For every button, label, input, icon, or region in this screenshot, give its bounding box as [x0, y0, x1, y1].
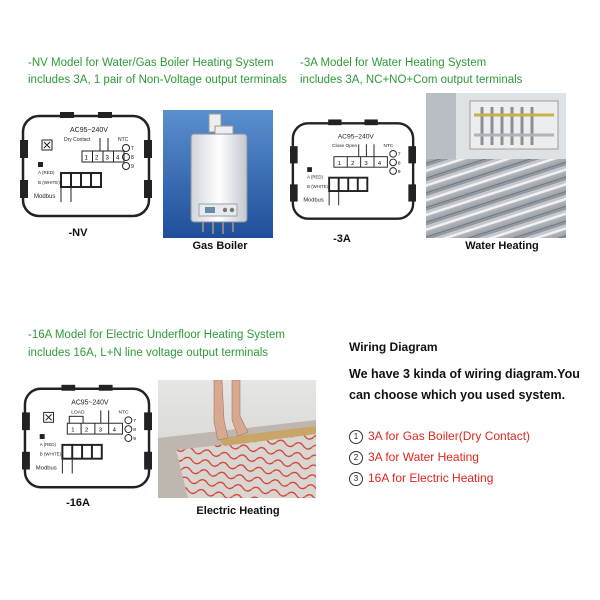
a3-b-label: B (WHITE) — [307, 184, 328, 190]
electric-heating-caption: Electric Heating — [196, 505, 280, 517]
nv-modbus-label: Modbus — [34, 194, 56, 200]
svg-text:2: 2 — [85, 427, 89, 434]
svg-text:1: 1 — [337, 160, 341, 167]
a3-ac-label: AC95~240V — [337, 133, 374, 141]
gas-boiler-caption: Gas Boiler — [192, 240, 248, 252]
svg-text:9: 9 — [131, 164, 134, 170]
a16-a-label: A (RED) — [39, 441, 56, 447]
nv-sub-label: Dry Contact — [64, 137, 91, 143]
nv-a-label: A (RED) — [38, 170, 55, 175]
svg-text:7: 7 — [133, 419, 137, 425]
nv-heading-line2: includes 3A, 1 pair of Non-Voltage output terminals — [28, 74, 287, 86]
svg-text:1: 1 — [84, 155, 88, 162]
svg-text:3: 3 — [98, 427, 103, 434]
a3-heading-line1: -3A Model for Water Heating System — [300, 57, 487, 69]
svg-text:2: 2 — [95, 155, 99, 162]
a16-model-label: -16A — [66, 497, 90, 509]
wiring-title: Wiring Diagram — [349, 340, 438, 354]
a16-sub-label: LOAD — [71, 410, 85, 416]
svg-text:4: 4 — [377, 160, 382, 167]
nv-top-terminals — [82, 151, 124, 162]
option-text-3: 16A for Electric Heating — [368, 471, 494, 485]
svg-text:8: 8 — [131, 155, 134, 161]
a3-model-label: -3A — [333, 233, 351, 245]
a16-ac-label: AC95~240V — [71, 399, 109, 407]
svg-text:8: 8 — [133, 428, 137, 434]
nv-ac-label: AC95~240V — [70, 127, 108, 134]
wiring-text-line1: We have 3 kinda of wiring diagram.You — [349, 367, 580, 381]
svg-text:7: 7 — [397, 152, 401, 158]
a16-heading-line1: -16A Model for Electric Underfloor Heating System — [28, 329, 285, 341]
a3-bottom-terminals — [328, 177, 368, 192]
wiring-option-1 — [349, 429, 530, 444]
a3-sub-label: Close Open — [332, 144, 358, 150]
option-number-2: 2 — [349, 451, 363, 465]
a16-b-label: B (WHITE) — [39, 451, 62, 457]
svg-text:4: 4 — [112, 427, 116, 434]
nv-b-label: B (WHITE) — [38, 180, 60, 185]
water-heating-caption: Water Heating — [465, 240, 539, 252]
a3-wiring-diagram — [290, 115, 416, 227]
a3-ntc-label: NTC — [383, 144, 394, 150]
a16-top-terminals — [67, 423, 122, 434]
nv-wiring-diagram — [20, 110, 152, 222]
svg-text:3: 3 — [364, 160, 368, 167]
svg-text:3: 3 — [105, 155, 109, 162]
gas-boiler-photo — [163, 110, 273, 238]
a3-modbus-label: Modbus — [303, 197, 324, 204]
a16-wiring-diagram — [22, 382, 152, 494]
a3-heading-line2: includes 3A, NC+NO+Com output terminals — [300, 74, 523, 86]
a3-a-label: A (RED) — [307, 174, 323, 180]
nv-heading-line1: -NV Model for Water/Gas Boiler Heating System — [28, 57, 274, 69]
nv-bottom-terminals — [60, 172, 102, 188]
water-heating-photo — [426, 93, 566, 238]
svg-text:7: 7 — [131, 146, 134, 152]
nv-ntc-label: NTC — [118, 137, 129, 143]
option-number-1: 1 — [349, 430, 363, 444]
a16-modbus-label: Modbus — [35, 465, 57, 472]
nv-model-label: -NV — [68, 227, 88, 239]
svg-text:4: 4 — [116, 155, 120, 162]
option-text-2: 3A for Water Heating — [368, 450, 479, 464]
electric-heating-photo — [158, 380, 316, 498]
svg-text:1: 1 — [71, 427, 75, 434]
svg-text:9: 9 — [397, 169, 401, 175]
a3-top-terminals — [334, 157, 387, 168]
option-text-1: 3A for Gas Boiler(Dry Contact) — [368, 429, 531, 443]
svg-text:2: 2 — [351, 160, 355, 167]
a16-heading-line2: includes 16A, L+N line voltage output terminals — [28, 347, 269, 359]
wiring-option-2 — [349, 450, 479, 465]
wiring-option-3 — [349, 471, 493, 486]
a16-ntc-label: NTC — [118, 410, 129, 416]
svg-text:9: 9 — [133, 436, 137, 442]
wiring-text-line2: can choose which you used system. — [349, 388, 566, 402]
a3-side-terminals — [390, 150, 401, 174]
option-number-3: 3 — [349, 472, 363, 486]
a16-side-terminals — [125, 417, 136, 442]
svg-text:8: 8 — [397, 161, 401, 167]
a16-bottom-terminals — [61, 444, 102, 460]
